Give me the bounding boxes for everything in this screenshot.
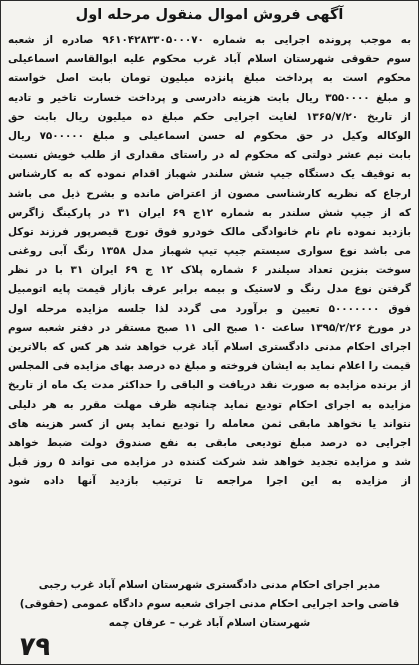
body-line: بابت نیم عشر دولتی که محکوم له در راستای مقداری از طلب خویش نسبت (8, 149, 411, 162)
body-line: مزایده به اجرای احکام تودیع نماید چنانچه ظرف مهلت مقرر به هر دلیلی (8, 398, 411, 411)
notice-title: آگهی فروش اموال منقول مرحله اول (75, 7, 344, 23)
body-line: به موجب پرونده اجرایی به شماره ۹۶۱۰۴۲۸۳۳۰۵۰۰۰۷۰ صادره از شعبه (8, 34, 411, 46)
body-line: شد و مزایده تجدید خواهد شد شرکت کننده در مزایده می تواند ۵ روز قبل (8, 456, 411, 469)
body-line: گرفتن نوع مدل رنگ و لاستیک و بیمه برابر عرف بازار قیمت پایه اتومبیل (8, 283, 411, 296)
body-line: بازدید نموده نام نام خانوادگی مالک خودرو فوق تورج قیصرپور فرزند توکل (8, 225, 411, 238)
body-line: از مزایده به این اجرا مراجعه تا ترتیب بازدید آنها داده شود (8, 475, 411, 488)
body-line: الوکاله وکیل در حق محکوم له حسن اسماعیلی و مبلغ ۷۵۰۰۰۰۰ ریال (8, 129, 411, 142)
body-line: از تاریخ ۱۳۶۵/۷/۲۰ لغایت اجرایی حکم مبلغ ده میلیون ریال بابت حق (8, 110, 411, 123)
body-line: در مورخ ۱۳۹۵/۲/۲۶ ساعت ۱۰ صبح الی ۱۱ صبح مستقر در دفتر شعبه سوم (8, 321, 411, 334)
body-line: می باشد نوع سواری سیستم جیپ تیپ شهباز مدل ۱۳۵۸ رنگ آبی روغنی (8, 245, 411, 258)
body-line: سوخت بنزین تعداد سیلندر ۶ شماره پلاک ۱۲ ج ۶۹ ایران ۳۱ با در نظر (8, 264, 411, 277)
signature-line: قاضی واحد اجرایی احکام مدنی اجرای شعبه سوم دادگاه عمومی (حقوقی) (19, 598, 400, 611)
handwritten-number: ۷۹ (16, 632, 53, 662)
body-line: فوق ۵۰۰۰۰۰۰۰ تعیین و برآورد می گردد لذا جلسه مزایده مرحله اول (8, 302, 411, 315)
body-line: اجرایی ده درصد مبلغ تودیعی مابقی به نفع صندوق دولت ضبط خواهد (8, 436, 411, 449)
body-line: که از جیپ شش سلندر به شماره ۱۲ج ۶۹ ایران ۳۱ در پارکینگ زاگرس (8, 206, 411, 219)
body-line: نتواند یا نخواهد مابقی ثمن معامله را تودیع نماید پس از کسر هزینه های (8, 417, 411, 430)
body-line: محکوم است به پرداخت مبلغ پانزده میلیون تومان بابت اصل خواسته (8, 72, 411, 85)
body-line: سوم حقوقی شهرستان اسلام آباد غرب محکوم علیه ابوالقاسم اسماعیلی (8, 53, 411, 66)
body-line: اجرای احکام مدنی دادگستری اسلام آباد غرب خواهد شد هر کس که بالاترین (8, 341, 411, 353)
signature-block (8, 576, 411, 634)
signature-line: مدیر اجرای احکام مدنی دادگستری شهرستان اسلام آباد غرب رجبی (38, 579, 381, 591)
body-line: ارجاع که نظریه کارشناسی مصون از اعتراض مانده و بشرح ذیل می باشد (8, 187, 411, 200)
body-line: از برنده مزایده به صورت نقد دریافت و الباقی را حداکثر مدت یک ماه از تاریخ (8, 379, 411, 392)
body-line: به توقیف یک دستگاه جیپ شش سلندر شهباز اقدام نموده که به کارشناس (8, 168, 411, 181)
body-line: قیمت را اعلام نماید به ایشان فروخته و مبلغ ده درصد بهای مزایده فی المجلس (8, 360, 411, 373)
signature-line: شهرستان اسلام آباد غرب – عرفان چمه (108, 617, 311, 630)
notice-body (8, 31, 411, 492)
body-line: و مبلغ ۳۵۵۰۰۰۰ ریال بابت هزینه دادرسی و پرداخت خسارت تاخیر و تادیه (8, 91, 411, 104)
